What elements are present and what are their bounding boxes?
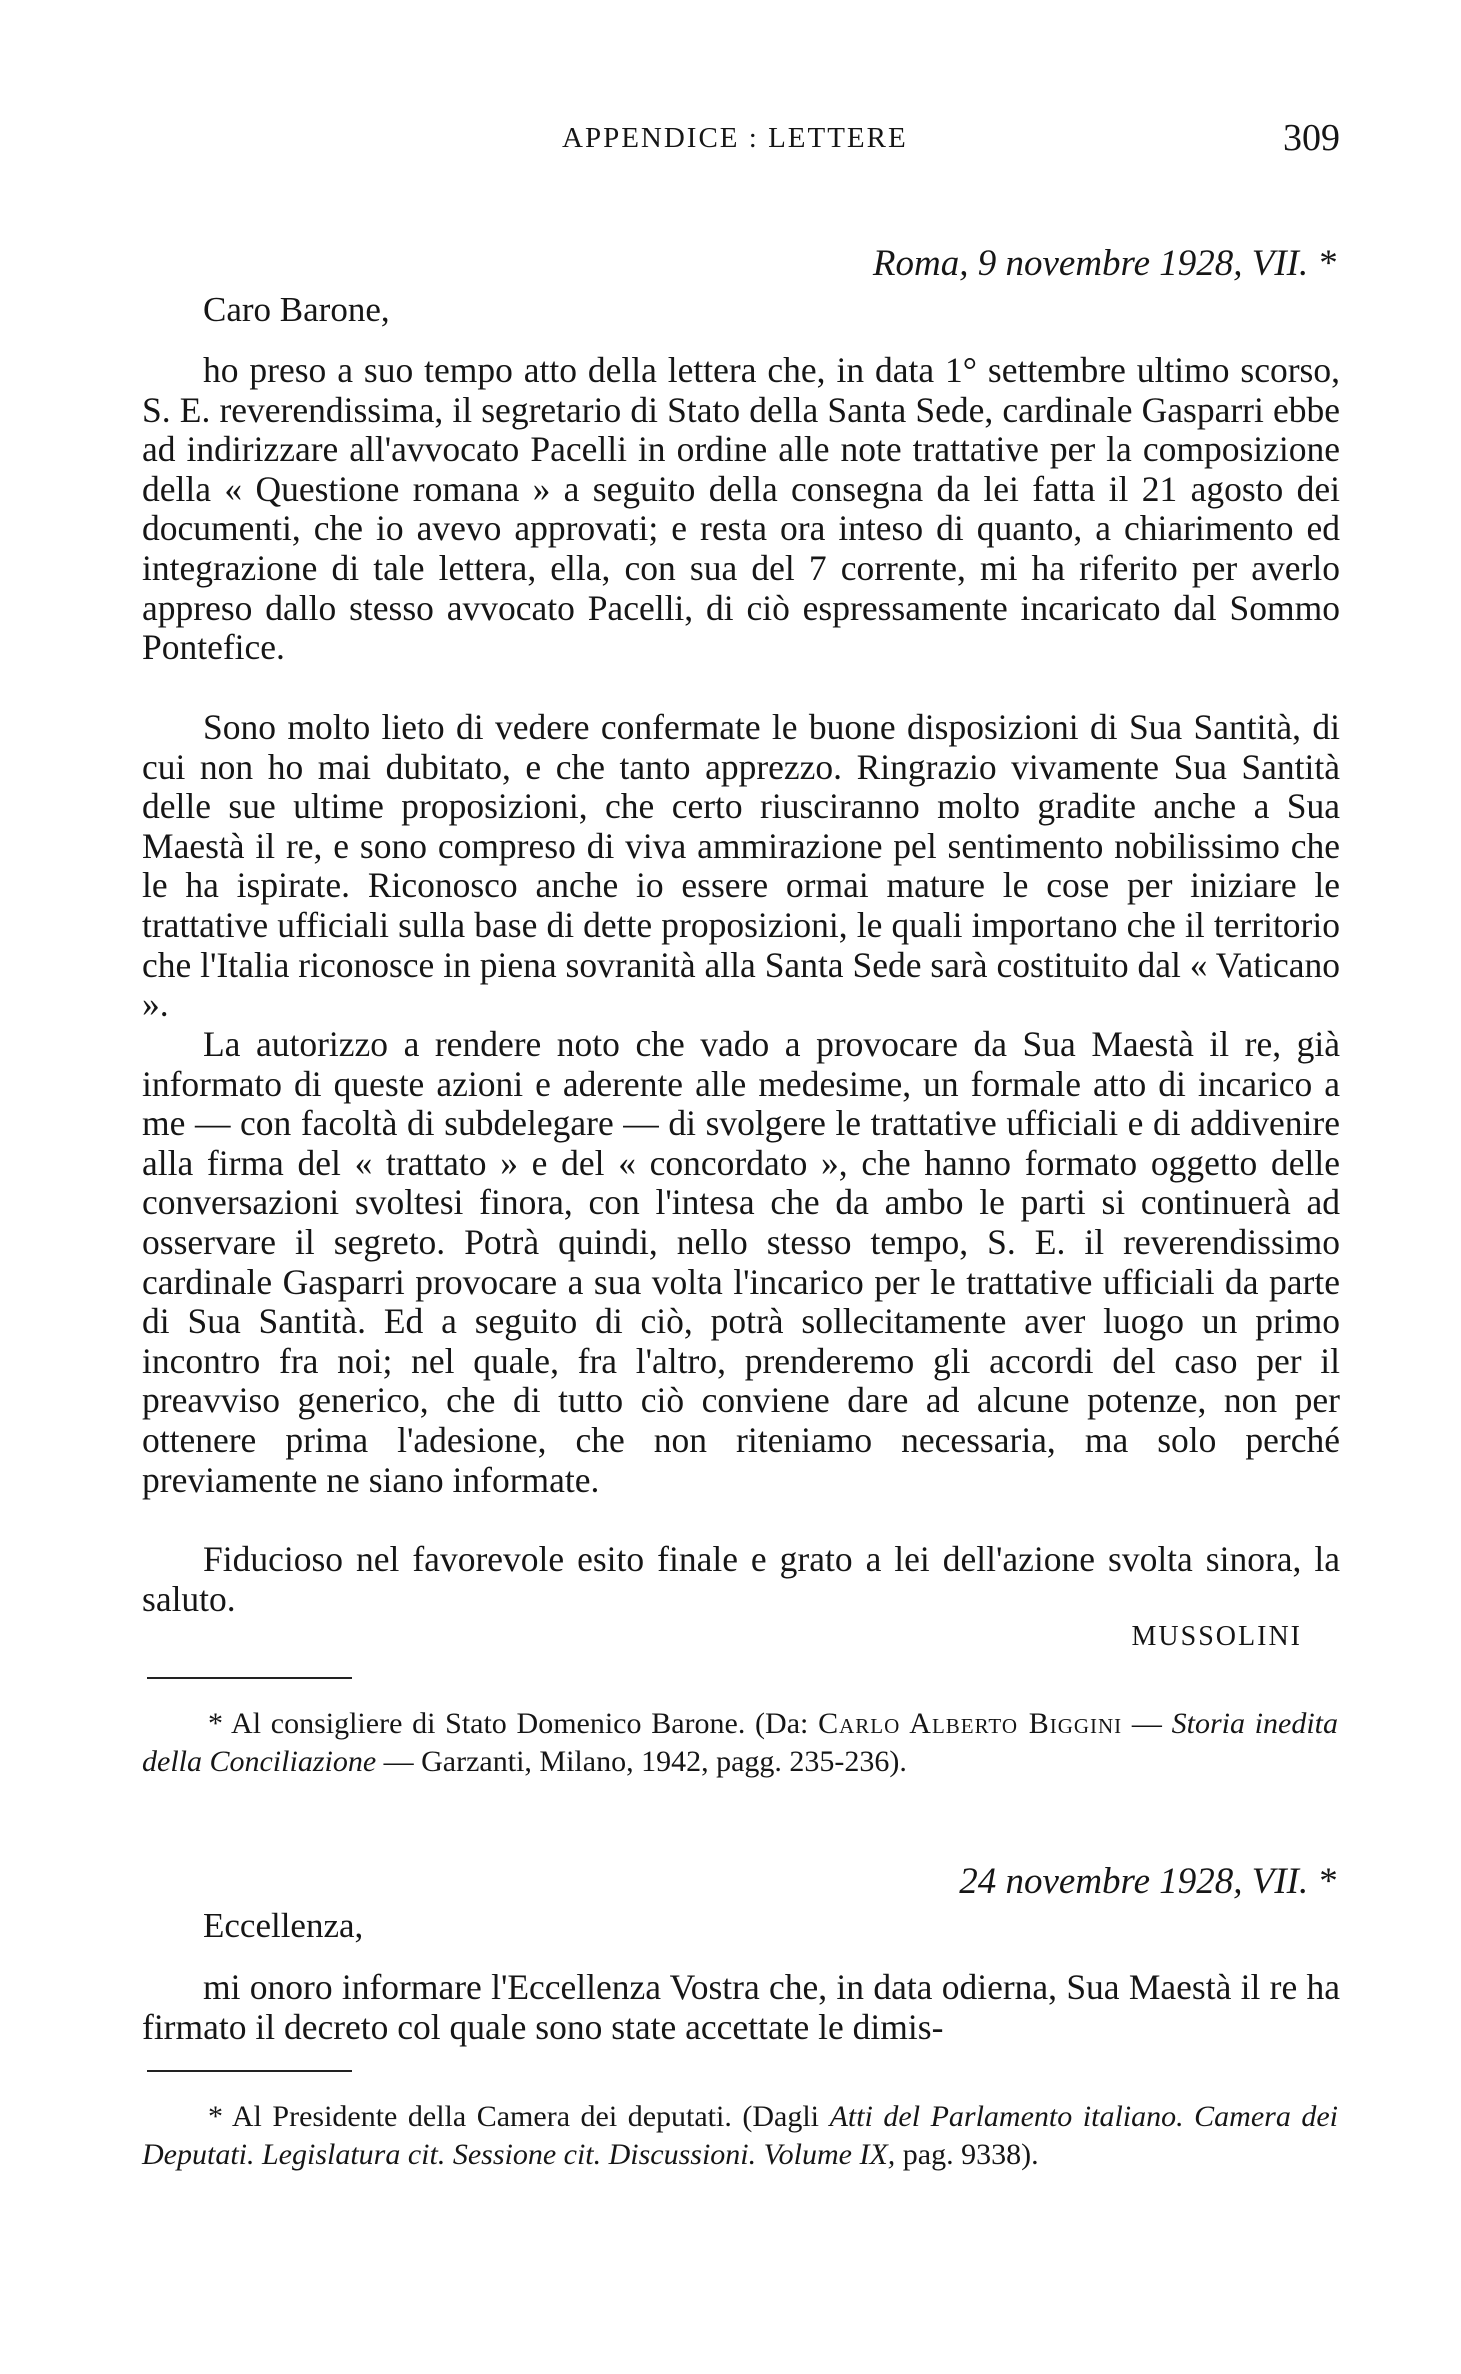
footnote1-suffix: — Garzanti, Milano, 1942, pagg. 235-236). — [376, 1745, 907, 1778]
letter2-paragraph: mi onoro informare l'Eccellenza Vostra che, in data odierna, Sua Maestà il re ha firmato il decreto col quale sono state accettate le dimis- — [142, 1967, 1340, 2047]
footnote-rule-2 — [147, 2070, 352, 2072]
signature: MUSSOLINI — [1131, 1621, 1302, 1652]
letter1-paragraph-2: Sono molto lieto di vedere confermate le buone disposizioni di Sua Santità, di cui non ho mai dubitato, e che tanto apprezzo. Ringrazio vivamente Sua Santità delle sue ultime proposizioni, che certo riusciranno molto gradite anche a Sua Maestà il re, e sono compreso di viva ammirazione pel sentimento nobilissimo che le ha ispirate. Riconosco anche io essere ormai mature le cose per iniziare le trattative ufficiali sulla base di dette proposizioni, le quali importano che il territorio che l'Italia riconosce in piena sovranità alla Santa Sede sarà costituito dal « Vaticano ». — [142, 707, 1340, 1025]
letter2-date: 24 novembre 1928, VII. * — [959, 1861, 1336, 1902]
footnote1-author: Carlo Alberto Biggini — [818, 1707, 1123, 1740]
footnote2-work: Atti del Parlamento italiano. Camera dei Deputati. Legislatura cit. Sessione cit. Discussioni. Volume IX, — [142, 2100, 1338, 2171]
footnote1-work: Storia inedita della Conciliazione — [142, 1707, 1339, 1778]
letter1-salutation: Caro Barone, — [203, 290, 390, 329]
running-head — [140, 117, 1340, 172]
letter1-paragraph-3: La autorizzo a rendere noto che vado a provocare da Sua Maestà il re, già informato di queste azioni e aderente alle medesime, un formale atto di incarico a me — con facoltà di subdelegare — di svolgere le trattative ufficiali e di addivenire alla firma del « trattato » e del « concordato », che hanno formato oggetto delle conversazioni svoltesi finora, con l'intesa che da ambo le parti si continuerà ad osservare il segreto. Potrà quindi, nello stesso tempo, S. E. il reverendissimo cardinale Gasparri provocare a sua volta l'incarico per le trattative ufficiali da parte di Sua Santità. Ed a seguito di ciò, potrà sollecitamente aver luogo un primo incontro fra noi; nel quale, fra l'altro, prenderemo gli accordi del caso per il preavviso generico, che di tutto ciò conviene dare ad alcune potenze, non per ottenere prima l'adesione, che non riteniamo necessaria, ma solo perché previamente ne siano informate. — [142, 1024, 1340, 1500]
page-number: 309 — [1283, 117, 1340, 159]
letter1-date: Roma, 9 novembre 1928, VII. * — [872, 243, 1336, 284]
footnote-rule-1 — [147, 1677, 352, 1679]
footnote2-prefix: * Al Presidente della Camera dei deputati. (Dagli — [208, 2100, 830, 2133]
footnote1-sep: — — [1122, 1707, 1172, 1740]
letter1-paragraph-1: ho preso a suo tempo atto della lettera che, in data 1° settembre ultimo scorso, S. E. reverendissima, il segretario di Stato della Santa Sede, cardinale Gasparri ebbe ad indirizzare all'avvocato Pacelli in ordine alle note trattative per la composizione della « Questione romana » a seguito della consegna da lei fatta il 21 agosto dei documenti, che io avevo approvati; e resta ora inteso di quanto, a chiarimento ed integrazione di tale lettera, ella, con sua del 7 corrente, mi ha riferito per averlo appreso dallo stesso avvocato Pacelli, di ciò espressamente incaricato dal Sommo Pontefice. — [142, 350, 1340, 668]
letter2-footnote — [142, 2098, 1338, 2174]
letter2-salutation: Eccellenza, — [203, 1906, 364, 1945]
running-title: APPENDICE : LETTERE — [562, 122, 908, 154]
letter1-footnote — [142, 1705, 1338, 1781]
footnote1-prefix: * Al consigliere di Stato Domenico Barone. (Da: — [208, 1707, 819, 1740]
letter1-paragraph-4: Fiducioso nel favorevole esito finale e grato a lei dell'azione svolta sinora, la saluto. — [142, 1539, 1340, 1619]
footnote2-suffix: pag. 9338). — [895, 2138, 1039, 2171]
